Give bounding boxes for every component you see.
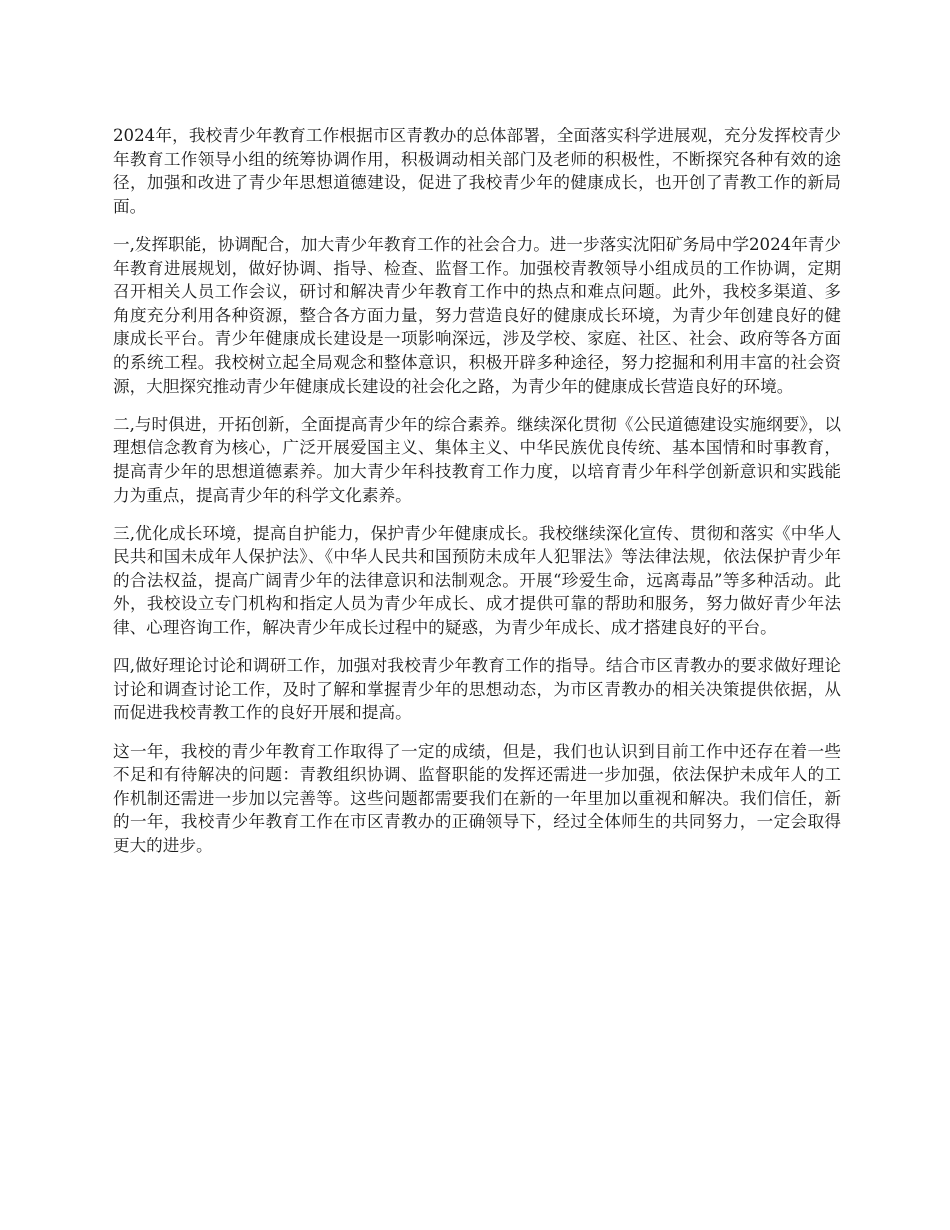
paragraph-intro: 2024年，我校青少年教育工作根据市区青教办的总体部署，全面落实科学进展观，充分发挥校青少年教育工作领导小组的统筹协调作用，积极调动相关部门及老师的积极性，不断探究各种有效的途径，加强和改进了青少年思想道德建设，促进了我校青少年的健康成长，也开创了青教工作的新局面。 [113,126,841,216]
document-body [113,124,841,872]
paragraph-section-1: 一,发挥职能，协调配合，加大青少年教育工作的社会合力。进一步落实沈阳矿务局中学2024年青少年教育进展规划，做好协调、指导、检查、监督工作。加强校青教领导小组成员的工作协调，定期召开相关人员工作会议，研讨和解决青少年教育工作中的热点和难点问题。此外，我校多渠道、多角度充分利用各种资源，整合各方面力量，努力营造良好的健康成长环境，为青少年创建良好的健康成长平台。青少年健康成长建设是一项影响深远，涉及学校、家庭、社区、社会、政府等各方面的系统工程。我校树立起全局观念和整体意识，积极开辟多种途径，努力挖掘和利用丰富的社会资源，大胆探究推动青少年健康成长建设的社会化之路，为青少年的健康成长营造良好的环境。 [113,234,841,396]
paragraph-section-3: 三,优化成长环境，提高自护能力，保护青少年健康成长。我校继续深化宣传、贯彻和落实《中华人民共和国未成年人保护法》、《中华人民共和国预防未成年人犯罪法》等法律法规，依法保护青少年的合法权益，提高广阔青少年的法律意识和法制观念。开展“珍爱生命，远离毒品”等多种活动。此外，我校设立专门机构和指定人员为青少年成长、成才提供可靠的帮助和服务，努力做好青少年法律、心理咨询工作，解决青少年成长过程中的疑惑，为青少年成长、成才搭建良好的平台。 [113,523,841,638]
paragraph-section-4: 四,做好理论讨论和调研工作，加强对我校青少年教育工作的指导。结合市区青教办的要求做好理论讨论和调查讨论工作，及时了解和掌握青少年的思想动态，为市区青教办的相关决策提供依据，从而促进我校青教工作的良好开展和提高。 [113,656,841,723]
paragraph-conclusion: 这一年，我校的青少年教育工作取得了一定的成绩，但是，我们也认识到目前工作中还存在着一些不足和有待解决的问题：青教组织协调、监督职能的发挥还需进一步加强，依法保护未成年人的工作机制还需进一步加以完善等。这些问题都需要我们在新的一年里加以重视和解决。我们信任，新的一年，我校青少年教育工作在市区青教办的正确领导下，经过全体师生的共同努力，一定会取得更大的进步。 [113,741,841,855]
paragraph-section-2: 二,与时俱进，开拓创新，全面提高青少年的综合素养。继续深化贯彻《公民道德建设实施纲要》，以理想信念教育为核心，广泛开展爱国主义、集体主义、中华民族优良传统、基本国情和时事教育，提高青少年的思想道德素养。加大青少年科技教育工作力度，以培育青少年科学创新意识和实践能力为重点，提高青少年的科学文化素养。 [113,414,841,505]
